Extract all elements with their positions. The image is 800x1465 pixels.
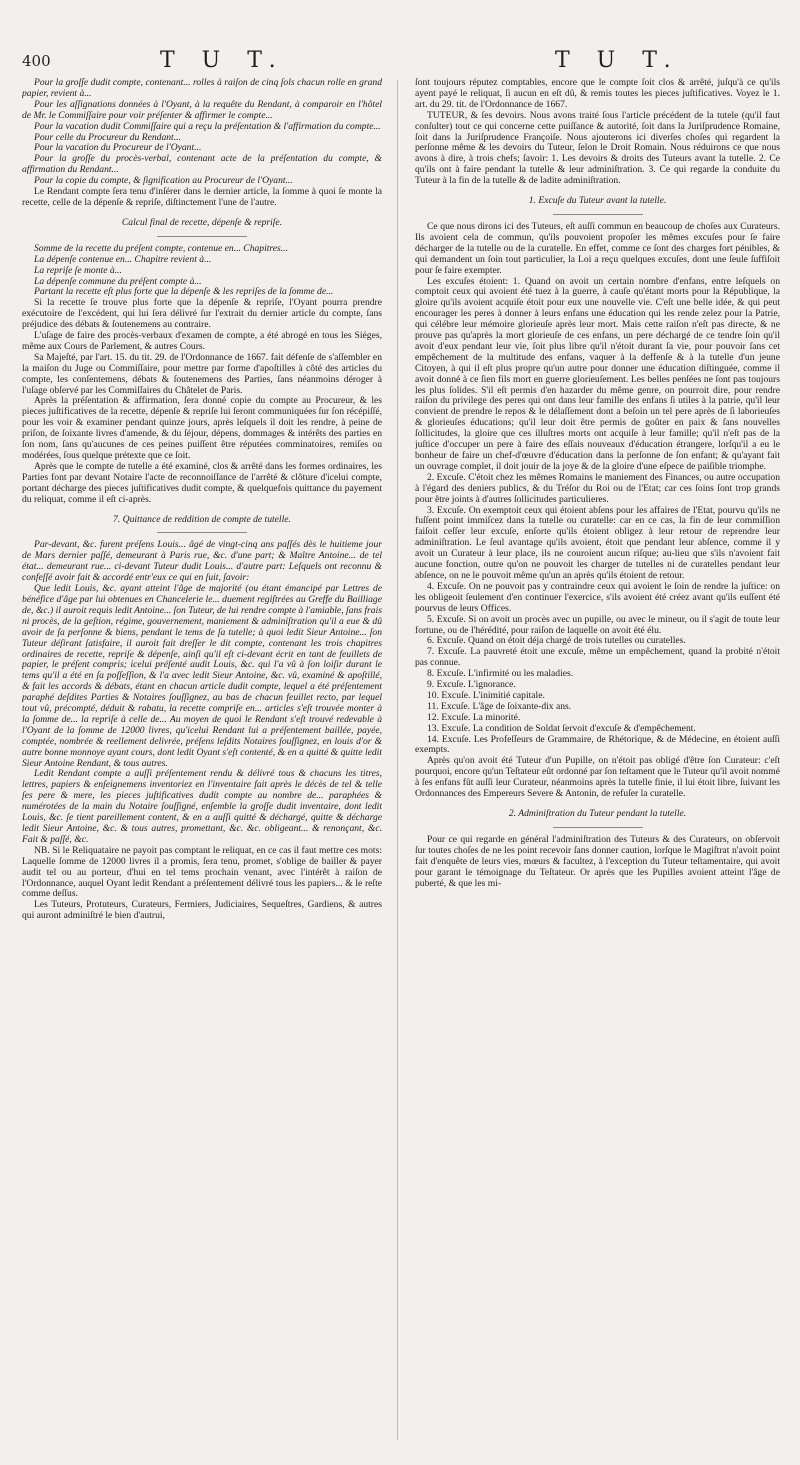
paragraph: 14. Excuſe. Les Profeſſeurs de Grammaire, de Rhétorique, & de Médecine, en étoient auſſi exempts. xyxy=(415,733,780,756)
paragraph: Ce que nous dirons ici des Tuteurs, eſt auſſi commun en beaucoup de choſes aux Curateurs. Ils avoient cela de commun, qu'ils pouvoient propoſer les mêmes excuſes pour ſe faire décharger de la tutelle ou de la curatelle. En effet, comme ce ſont des charges fort pénibles, & qui demandent un ſoin tout particulier, la Loi a reçu quelques excuſes, dont une ſeule ſuffiſoit pour ſe faire exempter. xyxy=(415,220,780,276)
paragraph: NB. Si le Reliquataire ne payoit pas comptant le reliquat, en ce cas il faut mettre ces mots: Laquelle ſomme de 12000 livres il a promis, ſera tenu, promet, s'oblige de bailler & payer audit tel ou au porteur, d'hui en tel tems prochain venant, avec l'intérêt à raiſon de l'Ordonnance, auquel Oyant ledit Rendant a préſentement délivré tous les papiers... & le reſte comme deſſus. xyxy=(22,844,382,900)
paragraph: Somme de la recette du préſent compte, contenue en... Chapitres... xyxy=(34,242,288,254)
paragraph: La dépenſe contenue en... Chapitre revient à... xyxy=(34,253,212,265)
paragraph: Pour la groſſe du procès-verbal, contenant acte de la préſentation du compte, & affirmation du Rendant... xyxy=(22,153,382,176)
paragraph: Sa Majeſté, par l'art. 15. du tit. 29. de l'Ordonnance de 1667. fait défenſe de s'aſſembler en la maiſon du Juge ou Commiſſaire, pour mettre par forme d'apoſtilles à côté des articles du compte, les conſentemens, débats & ſoutenemens des Parties, ſans néanmoins déroger à l'uſage obſervé par les Commiſſaires du Châtelet de Paris. xyxy=(22,351,382,396)
paragraph: Les Tuteurs, Protuteurs, Curateurs, Fermiers, Judiciaires, Sequeſtres, Gardiens, & autres qui auront adminiſtré le bien d'autrui, xyxy=(22,899,382,922)
paragraph: 12. Excuſe. La minorité. xyxy=(427,711,521,723)
paragraph: Pour la copie du compte, & ſignification au Procureur de l'Oyant... xyxy=(34,175,293,187)
paragraph: ſont toujours réputez comptables, encore que le compte ſoit clos & arrêté, juſqu'à ce qu'ils ayent payé le reliquat, ſi aucun en eſt dû, & remis toutes les pieces juſtificatives. Voyez le 1. art. du 29. tit. de l'Ordonnance de 1667. xyxy=(415,78,780,110)
section-heading: 2. Adminiſtration du Tuteur pendant la tutelle. xyxy=(508,808,687,819)
section-rule xyxy=(157,532,247,533)
left-column xyxy=(22,78,382,1448)
running-header xyxy=(0,48,800,78)
paragraph: Le Rendant compte ſera tenu d'inſérer dans le dernier article, la ſomme à quoi ſe monte la recette, celle de la dépenſe & repriſe, diſtinctement l'une de l'autre. xyxy=(22,186,382,208)
section-heading: Calcul final de recette, dépenſe & repriſe. xyxy=(121,216,283,228)
column-divider xyxy=(397,80,398,1440)
section-rule xyxy=(157,236,247,237)
section-rule xyxy=(553,214,643,215)
paragraph: TUTEUR, & ſes devoirs. Nous avons traité ſous l'article précédent de la tutele (qu'il faut conſulter) tout ce qui concerne cette puiſſance & autorité, ſoit dans la Juriſprudence Romaine, ſoit dans la Juriſprudence Françoiſe. Nous ajouterons ici diverſes choſes qui regardent la perſonne même & les devoirs du Tuteur, ſelon le Droit Romain. Nous réduirons ce que nous avons à dire, à trois chefs; ſavoir: 1. Les devoirs & droits des Tuteurs avant la tutelle. 2. Ce qu'ils ont à faire pendant la tutelle & leur adminiſtration. 3. Ce qui regarde la conduite du Tuteur à la fin de la tutelle & de ladite adminiſtration. xyxy=(415,109,780,187)
paragraph: L'uſage de faire des procès-verbaux d'examen de compte, a été abrogé en tous les Siéges, même aux Cours de Parlement, & autres Cours. xyxy=(22,330,382,352)
paragraph: 10. Excuſe. L'inimitié capitale. xyxy=(427,689,545,701)
paragraph: Pour la groſſe dudit compte, contenant... rolles à raiſon de cinq ſols chacun rolle en grand papier, revient à... xyxy=(22,78,382,99)
paragraph: Par-devant, &c. furent préſens Louis... âgé de vingt-cinq ans paſſés dès le huitieme jour de Mars dernier paſſé, demeurant à Paris rue, &c. d'une part; & Maître Antoine... de tel état... demeurant rue... ci-devant Tuteur dudit Louis... d'autre part: Leſquels ont reconnu & confeſſé avoir fait & accordé entr'eux ce qui en ſuit, ſavoir: xyxy=(22,539,382,584)
paragraph: 6. Excuſe. Quand on étoit déja chargé de trois tutelles ou curatelles. xyxy=(427,635,686,647)
paragraph: 9. Excuſe. L'ignorance. xyxy=(427,679,516,691)
paragraph: Pour la vacation du Procureur de l'Oyant... xyxy=(34,142,202,154)
paragraph: Les excuſes étoient: 1. Quand on avoit un certain nombre d'enfans, entre leſquels on comptoit ceux qui avoient été tuez à la guerre, à cauſe qu'étant morts pour la République, la gloire qu'ils avoient acquiſe étoit pour eux une nouvelle vie. C'eſt une belle idée, & qui peut encourager les peres à donner à leurs enfans une éducation qui les rende zelez pour la Patrie, qui célébre leur mémoire glorieuſe après leur mort. Mais cette raiſon n'eſt pas directe, & ne prouve pas qu'après la mort glorieuſe de ces enfans, un pere déchargé de ce tendre ſoin qu'il avoit d'eux pendant leur vie, ſoit plus libre qu'il n'étoit durant ſa vie, pour pouvoir ſans cet empêchement de la multitude des enfans, vaquer à la deffenſe & à la tutelle d'un jeune Citoyen, à qui il eſt plus propre qu'un autre pour donner une éducation diſtinguée, comme il avoit donné à ce ſien fils mort en guerre glorieuſement. Les belles penſées ne ſont pas toujours les plus ſolides. S'il eſt permis d'en hazarder du même genre, on pourroit dire, pour rendre raiſon du privilege des peres qui ont dans leur famille des enfans ſi utiles à la patrie, qu'il leur convient de prendre le repos & le délaſſement dont a beſoin un tel pere après de ſi laborieuſes & glorieuſes éducations; qu'il leur doit être permis de goûter en paix & ſans nouvelles ſollicitudes, la gloire que ces illuſtres morts ont acquiſe à leur famille; qu'il n'eſt pas de la juſtice d'occuper un pere à faire des eſſais nouveaux d'éducation étrangere, lorſqu'il a eu le bonheur de faire un chef-d'œuvre d'éducation dans la perſonne de ſon enfant; & qu'ayant fait un ouvrage complet, il doit jouir de la joye & de la gloire d'une eſpece de paiſible triomphe. xyxy=(415,275,780,472)
paragraph: 5. Excuſe. Si on avoit un procès avec un pupille, ou avec le mineur, ou il s'agit de toute leur fortune, ou de l'hérédité, pour raiſon de laquelle on avoit été élu. xyxy=(415,613,780,636)
section-rule xyxy=(553,827,643,828)
page-number: 400 xyxy=(22,52,51,70)
paragraph: Pour ce qui regarde en général l'adminiſtration des Tuteurs & des Curateurs, on obſervoit ſur toutes choſes de ne les point recevoir ſans donner caution, lorſque le Magiſtrat n'avoit point fait d'enquête de leurs vies, mœurs & facultez, à l'exception du Tuteur teſtamentaire, qui avoit pour garant le témoignage du Teſtateur. Or après que les Pupilles avoient atteint l'âge de puberté, & que les mi- xyxy=(415,833,780,889)
paragraph: Pour celle du Procureur du Rendant... xyxy=(34,131,181,143)
paragraph: 3. Excuſe. On exemptoit ceux qui étoient abſens pour les affaires de l'Etat, pourvu qu'ils ne fuſſent point immiſcez dans la tutelle ou curatelle: car en ce cas, la fin de leur commiſſion faiſoit ceſſer leur excuſe, enſorte qu'ils étoient obligez à leur retour de reprendre leur adminiſtration. Le ſeul avantage qu'ils avoient, étoit que pendant leur abſence, comme il y avoit un Curateur à leur place, ils ne couroient aucun riſque; au-lieu que s'ils n'avoient fait aucune fonction, outre qu'on ne pouvoit les charger de tutelles ni de curatelles pendant leur abſence, on ne le pouvoit même qu'un an après qu'ils étoient de retour. xyxy=(415,504,780,581)
paragraph: La dépenſe commune du préſent compte à... xyxy=(34,275,202,287)
paragraph: Ledit Rendant compte a auſſi préſentement rendu & délivré tous & chacuns les titres, lettres, papiers & enſeignemens inventoriez en l'inventaire fait après le décès de tel & telle ſes pere & mere, les pieces juſtificatives dudit compte au nombre de... paraphées & numérotées de la main du Notaire ſouſſigné, enſemble la groſſe dudit inventaire, dont ledit Louis, &c. ſe tient pareillement content, & en a auſſi quitté & déchargé, quitte & décharge ledit Sieur Antoine, &c. & tous autres, promettant, &c. &c. obligeant... & renonçant, &c. Fait & paſſé, &c. xyxy=(22,768,382,845)
paragraph: Après la préſentation & affirmation, ſera donné copie du compte au Procureur, & les pieces juſtificatives de la recette, dépenſe & repriſe lui ſeront communiquées ſur ſon récépiſſé, pour les voir & examiner pendant quinze jours, après leſquels il doit les rendre, à peine de priſon, de ſoixante livres d'amende, & du ſéjour, dépens, dommages & intérêts des parties en ſon nom, ſans qu'aucunes de ces peines puiſſent être réputées comminatoires, remiſes ou modérées, ſous quelque prétexte que ce ſoit. xyxy=(22,395,382,461)
paragraph: Pour la vacation dudit Commiſſaire qui a reçu la préſentation & l'affirmation du compte... xyxy=(34,120,381,132)
section-heading: 1. Excuſe du Tuteur avant la tutelle. xyxy=(528,195,667,207)
running-head-left: T U T. xyxy=(160,48,286,73)
paragraph: 8. Excuſe. L'infirmité ou les maladies. xyxy=(427,668,574,680)
paragraph: Partant la recette eſt plus forte que la dépenſe & les repriſes de la ſomme de... xyxy=(34,286,334,298)
right-column xyxy=(415,78,780,1448)
section-heading: 7. Quittance de reddition de compte de tutelle. xyxy=(113,513,291,525)
paragraph: Après que le compte de tutelle a été examiné, clos & arrêté dans les formes ordinaires, les Parties font par devant Notaire l'acte de reconnoiſſance de l'arrêté & clôture d'icelui compte, portant décharge des pieces juſtificatives dudit compte, & quelquefois quittance du payement du reliquat, comme il eſt ci-après. xyxy=(22,460,382,505)
running-head-right: T U T. xyxy=(555,48,681,73)
paragraph: 7. Excuſe. La pauvreté étoit une excuſe, même un empêchement, quand la probité n'étoit pas connue. xyxy=(415,646,780,669)
paragraph: Pour les aſſignations données à l'Oyant, à la requête du Rendant, à comparoir en l'hôtel de Mr. le Commiſſaire pour voir préſenter & affirmer le compte... xyxy=(22,98,382,121)
paragraph: 2. Excuſe. C'étoit chez les mêmes Romains le maniement des Finances, ou autre occupation à l'égard des deniers publics, & du Tréſor du Roi ou de l'Etat; car ces ſoins ſont trop grands pour être joints à d'autres ſollicitudes particulieres. xyxy=(415,471,780,505)
paragraph: Que ledit Louis, &c. ayant atteint l'âge de majorité (ou étant émancipé par Lettres de bénéfice d'âge par lui obtenues en Chancelerie le... duement regiſtrées au Greffe du Bailliage de, &c.) il auroit requis ledit Antoine... ſon Tuteur, de lui rendre compte à l'amiable, ſans frais ni procès, de la geſtion, régime, gouvernement, maniement & adminiſtration qu'il a eue & dû avoir de ſa perſonne & biens, pendant le tems de ſa tutelle; à quoi ledit Sieur Antoine... ſon Tuteur déſirant ſatisfaire, il auroit fait dreſſer le dit compte, contenant les trois chapitres ordinaires de recette, repriſe & dépenſe, ainſi qu'il eſt ci-devant écrit en tant de feuillets de papier, le préſent compris; icelui préſenté audit Louis, &c. qui l'a vû à ſon loiſir durant le tems qu'il a été en ſa poſſeſſion, & l'a avec ledit Sieur Antoine, &c. vû, examiné & apoſtillé, & fait les accords & débats, étant en chacun article dudit compte, lequel a été préſentement paraphé deſdites Parties & Notaires ſouſſignez, au bas de chacun feuillet recto, par lequel tout vû, précompté, déduit & rabatu, la recette compriſe en... articles s'eſt trouvée monter à la ſomme de... la repriſe à celle de... Au moyen de quoi le Rendant s'eſt trouvé redevable à l'Oyant de la ſomme de 12000 livres, qu'icelui Rendant lui a préſentement baillée, payée, comptée, nombrée & reellement delivrée, préſens leſdits Notaires ſouſſignez, en louis d'or & autre bonne monnoye ayant cours, dont ledit Oyant s'eſt contenté, & en a quitté & quitte ledit Sieur Antoine Rendant, & tous autres. xyxy=(22,583,382,769)
paragraph: 4. Excuſe. On ne pouvoit pas y contraindre ceux qui avoient le ſoin de rendre la juſtice: on les obligeoit ſeulement d'en continuer l'exercice, s'ils avoient été créez avant qu'ils euſſent été pourvus de leurs Offices. xyxy=(415,580,780,614)
paragraph: Après qu'on avoit été Tuteur d'un Pupille, on n'étoit pas obligé d'être ſon Curateur: c'eſt pourquoi, encore qu'un Teſtateur eût ordonné par ſon teſtament que le Tuteur qu'il avoit nommé à ſes enfans fût auſſi leur Curateur, néanmoins après la tutelle finie, il lui étoit libre, ſuivant les Ordonnances des Empereurs Severe & Antonin, de refuſer la curatelle. xyxy=(415,755,780,800)
paragraph: La repriſe ſe monte à... xyxy=(34,264,122,276)
paragraph: 11. Excuſe. L'âge de ſoixante-dix ans. xyxy=(427,700,572,712)
paragraph: 13. Excuſe. La condition de Soldat ſervoit d'excuſe & d'empêchement. xyxy=(427,722,696,734)
paragraph: Si la recette ſe trouve plus forte que la dépenſe & repriſe, l'Oyant pourra prendre exécutoire de l'excédent, qui lui ſera délivré ſur l'extrait du dernier article du compte, ſans préjudice des débats & ſoutenemens au contraire. xyxy=(22,297,382,331)
